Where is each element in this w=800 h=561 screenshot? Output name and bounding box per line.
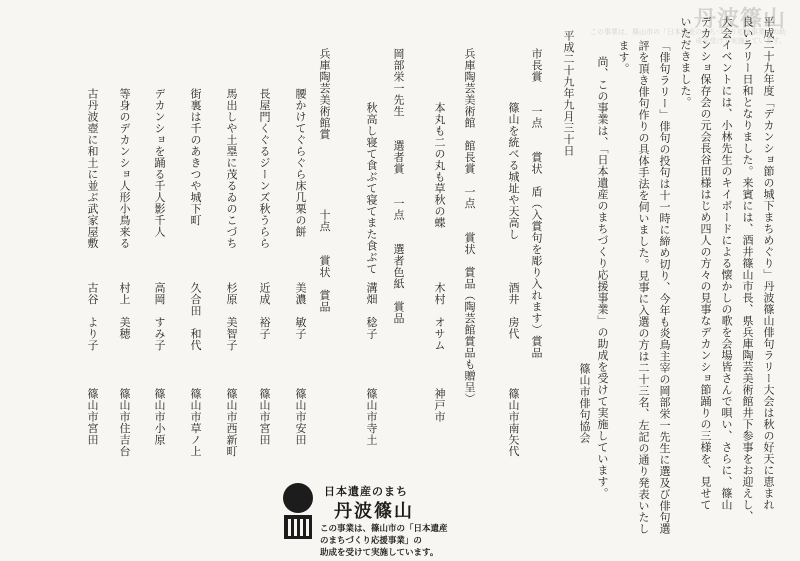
author-name: 久合田 和代: [189, 282, 202, 351]
author-name: 村上 美穂: [118, 282, 131, 340]
intro-line-2: 良いラリー日和となりました。来賓には、酒井篠山市長、県兵庫陶芸美術館井下参事をお迎えし、: [741, 16, 754, 522]
intro-line-4: デカンショ保存会の元会長谷田様はじめ四人の方々の見事なデカンショ節踊りの三様を、見せて: [699, 16, 712, 511]
author-place: 篠山市住吉台: [118, 388, 131, 457]
ghost-note: この事業は、篠山市の「日本遺産のまちづくり応援事業」の助成を受けて実施しています。: [590, 28, 786, 45]
award-title-director: 兵庫陶芸美術館 館長賞 一点 賞状 賞品（陶芸館賞品も贈呈）: [463, 48, 476, 405]
intro-line-6: 「俳句ラリー」俳句の投句は十一時に締め切り、今年も炎鳥主宰の岡部栄一先生に選及び俳句選: [658, 40, 671, 535]
author-name: 古谷 より子: [86, 282, 99, 351]
author-name: 溝畑 稔子: [365, 282, 378, 340]
haiku: 長屋門くぐるジーンズ秋うらら: [258, 88, 271, 249]
logo-title: 日本遺産のまち: [324, 485, 408, 498]
haiku: デカンショを踊る千人影千人: [153, 88, 166, 238]
logo-note: [320, 523, 448, 559]
date: 平成二十九年九月三十日: [562, 30, 575, 157]
author-name: 高岡 すみ子: [153, 282, 166, 351]
intro-line-9: 尚、この事業は、「日本遺産のまちづくり応援事業」の助成を受けて実施しています。: [596, 56, 609, 499]
intro-line-5: いただきました。: [679, 16, 692, 108]
ghost-title: 丹波篠山: [693, 7, 786, 32]
author-place: 篠山市宮田: [86, 388, 99, 446]
author-name: 美濃 敏子: [294, 282, 307, 340]
author-place: 篠山市安田: [294, 388, 307, 446]
award-title-selector: 岡部栄一先生 選者賞 一点 選者色紙 賞品: [392, 48, 405, 324]
haiku: 本丸も二の丸も草秋の蝶: [433, 102, 446, 229]
author-place: 篠山市南矢代: [507, 388, 520, 457]
intro-line-7: 評を頂き俳句作りの具体手法を伺いました。見事に入選の方は二十三名、左記の通り発表いたし: [637, 40, 650, 535]
logo-brand: 丹波篠山: [334, 501, 414, 522]
logo-note-line: のまちづくり応援事業」の: [320, 536, 422, 546]
logo-note-line: この事業は、篠山市の「日本遺産: [320, 524, 448, 534]
author-name: 杉原 美智子: [225, 282, 238, 351]
haiku: 古丹波壺に和土に並ぶ武家屋敷: [86, 88, 99, 249]
haiku: 篠山を統べる城址や天高し: [507, 102, 520, 240]
award-title-mayor: 市長賞 一点 賞状 盾（入賞句を彫り入れます）賞品: [530, 48, 543, 359]
haiku: 等身のデカンショ人形小鳥来る: [118, 88, 131, 249]
haiku: 秋高し寝て食ぶて寝てまた食ぶて: [365, 102, 378, 275]
author-place: 篠山市小原: [153, 388, 166, 446]
haiku: 腰かけてぐらぐら床几栗の餅: [294, 88, 307, 238]
author-place: 篠山市宮田: [258, 388, 271, 446]
author-name: 木村 オサム: [433, 282, 446, 351]
author-name: 近成 裕子: [258, 282, 271, 340]
intro-line-8: ます。: [617, 40, 630, 75]
award-title-museum: 兵庫陶芸美術館賞 十点 賞状 賞品: [318, 48, 331, 313]
haiku: 馬出しや土塁に茂るゐのこづち: [225, 88, 238, 249]
author-name: 酒井 房代: [507, 282, 520, 340]
author-place: 篠山市西新町: [225, 388, 238, 457]
author-place: 神戸市: [433, 388, 446, 423]
tamba-sasayama-logo-icon: [277, 482, 319, 546]
logo-note-line: 助成を受けて実施しています。: [320, 548, 439, 558]
haiku: 街裏は千のあきつや城下町: [189, 88, 202, 226]
organizer: 篠山市俳句協会: [578, 363, 591, 444]
intro-line-3: 大会イベントには、小林先生のキイボードによる懐かしの歌を会場皆さんで唄い、さらに、篠山: [720, 16, 733, 511]
author-place: 篠山市草ノ上: [189, 388, 202, 457]
author-place: 篠山市寺土: [365, 388, 378, 446]
intro-line-1: 平成二十九年度「デカンショ節の城下まちめぐり」丹波篠山俳句ラリー大会は秋の好天に恵まれ: [762, 16, 775, 511]
